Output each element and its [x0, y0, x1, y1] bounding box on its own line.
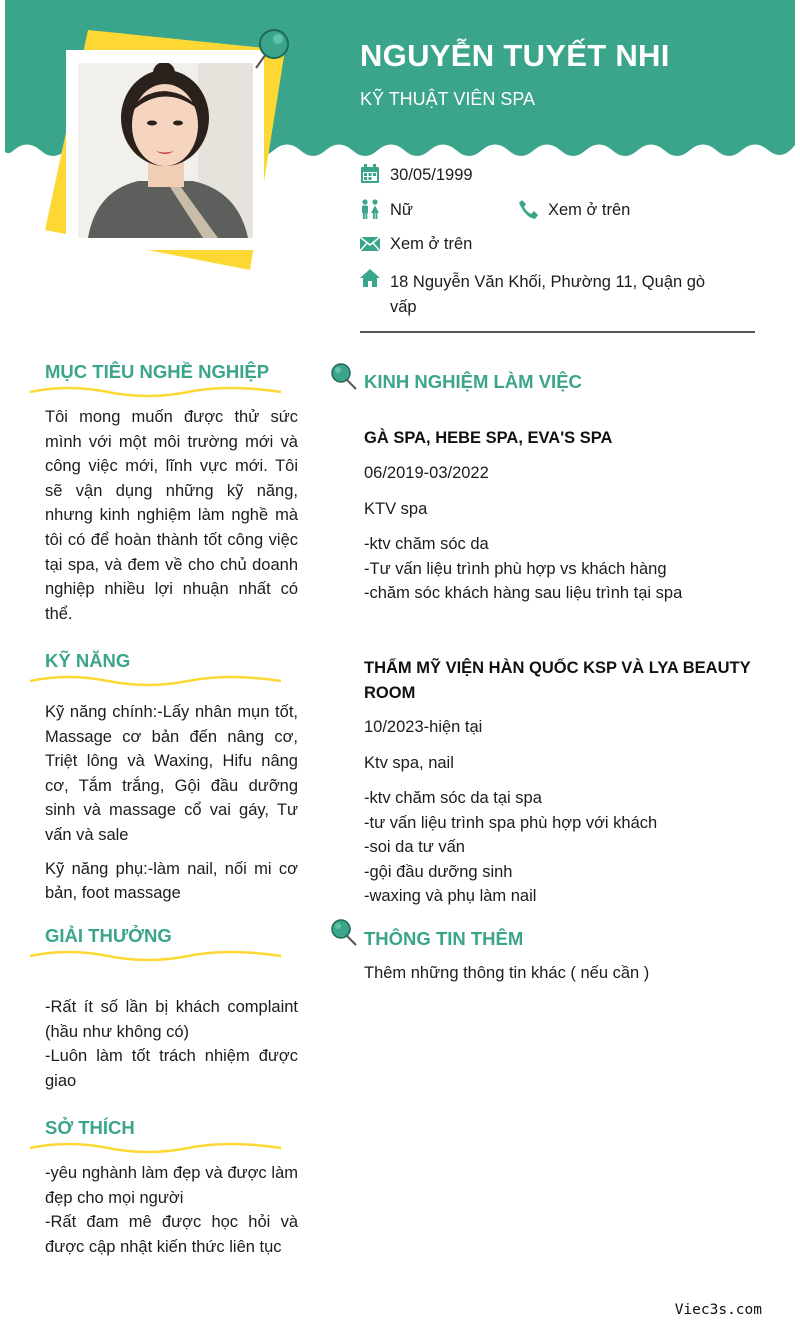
job-company: THẨM MỸ VIỆN HÀN QUỐC KSP VÀ LYA BEAUTY ROOM	[364, 659, 751, 702]
job-period: 10/2023-hiện tại	[364, 718, 483, 736]
extra-title: THÔNG TIN THÊM	[364, 928, 524, 949]
watermark: Viec3s.com	[674, 1302, 762, 1318]
hobby-item: -Rất đam mê được học hỏi và được cập nhật kiến thức liên tục	[45, 1213, 298, 1256]
profile-photo	[78, 63, 253, 238]
job-duties	[364, 786, 657, 909]
duty-item: -Tư vấn liệu trình phù hợp vs khách hàng	[364, 559, 667, 578]
duty-item: -ktv chăm sóc da tại spa	[364, 789, 542, 807]
duty-item: -chăm sóc khách hàng sau liệu trình tại spa	[364, 584, 683, 603]
job-position: Ktv spa, nail	[364, 754, 454, 772]
job-period: 06/2019-03/2022	[364, 464, 489, 482]
duty-item: -tư vấn liệu trình spa phù hợp với khách	[364, 813, 658, 832]
award-item: -Luôn làm tốt trách nhiệm được giao	[45, 1047, 298, 1090]
duty-item: -ktv chăm sóc da	[364, 535, 489, 553]
duty-item: -gội đầu dưỡng sinh	[364, 862, 513, 881]
awards-title: GIẢI THƯỞNG	[45, 925, 172, 946]
birthdate: 30/05/1999	[390, 166, 473, 184]
objective-text: Tôi mong muốn được thử sức mình với một môi trường mới và công việc mới, lĩnh vực mới. Tôi sẽ vận dụng những kỹ năng, nhưng kinh nghiệm làm nghề mà tôi có để hoàn thành tốt công việc tại spa, và đem về cho chủ doanh nghiệp nhiều lợi nhuận nhất có thể.	[45, 408, 298, 623]
awards-list	[45, 995, 298, 1093]
job-company: GÀ SPA, HEBE SPA, EVA'S SPA	[364, 429, 613, 447]
extra-text: Thêm những thông tin khác ( nếu cần )	[364, 964, 650, 982]
gender: Nữ	[390, 201, 413, 219]
job-position: KTV spa	[364, 500, 428, 518]
skills-underline	[28, 675, 283, 687]
skills-title: KỸ NĂNG	[45, 650, 131, 671]
phone-icon	[518, 199, 538, 219]
awards-underline	[28, 950, 283, 962]
objective-underline	[28, 386, 283, 398]
duty-item: -waxing và phụ làm nail	[364, 887, 537, 906]
calendar-icon	[360, 164, 380, 184]
home-icon	[360, 268, 380, 288]
skills-secondary: Kỹ năng phụ:-làm nail, nối mi cơ bản, foot massage	[45, 859, 298, 903]
hobbies-list	[45, 1161, 298, 1259]
hobby-item: -yêu nghành làm đẹp và được làm đẹp cho mọi người	[45, 1164, 298, 1207]
skills-main: Kỹ năng chính:-Lấy nhân mụn tốt, Massage cơ bản đến nâng cơ, Triệt lông và Waxing, Hifu nâng cơ, Tắm trắng, Gội đầu dưỡng sinh và massage cổ vai gáy, Tư vấn và sale	[45, 703, 298, 844]
job-duties	[364, 532, 682, 606]
hobbies-underline	[28, 1142, 283, 1154]
email: Xem ở trên	[390, 235, 473, 253]
gender-icon	[360, 199, 380, 219]
pin-icon	[329, 362, 359, 392]
award-item: -Rất ít số lần bị khách complaint (hầu như không có)	[45, 998, 298, 1041]
candidate-role: KỸ THUẬT VIÊN SPA	[360, 89, 536, 109]
hobbies-title: SỞ THÍCH	[45, 1117, 135, 1138]
experience-title: KINH NGHIỆM LÀM VIỆC	[364, 371, 582, 392]
skills-block	[45, 700, 298, 906]
phone: Xem ở trên	[548, 201, 631, 219]
header-divider	[360, 331, 755, 333]
objective-title: MỤC TIÊU NGHỀ NGHIỆP	[45, 361, 270, 382]
candidate-name: NGUYỄN TUYẾT NHI	[360, 38, 670, 73]
pin-icon	[248, 24, 292, 72]
email-icon	[360, 234, 380, 254]
pin-icon	[329, 918, 359, 948]
duty-item: -soi da tư vấn	[364, 838, 465, 857]
address: 18 Nguyễn Văn Khối, Phường 11, Quận gò vấp	[390, 273, 706, 316]
